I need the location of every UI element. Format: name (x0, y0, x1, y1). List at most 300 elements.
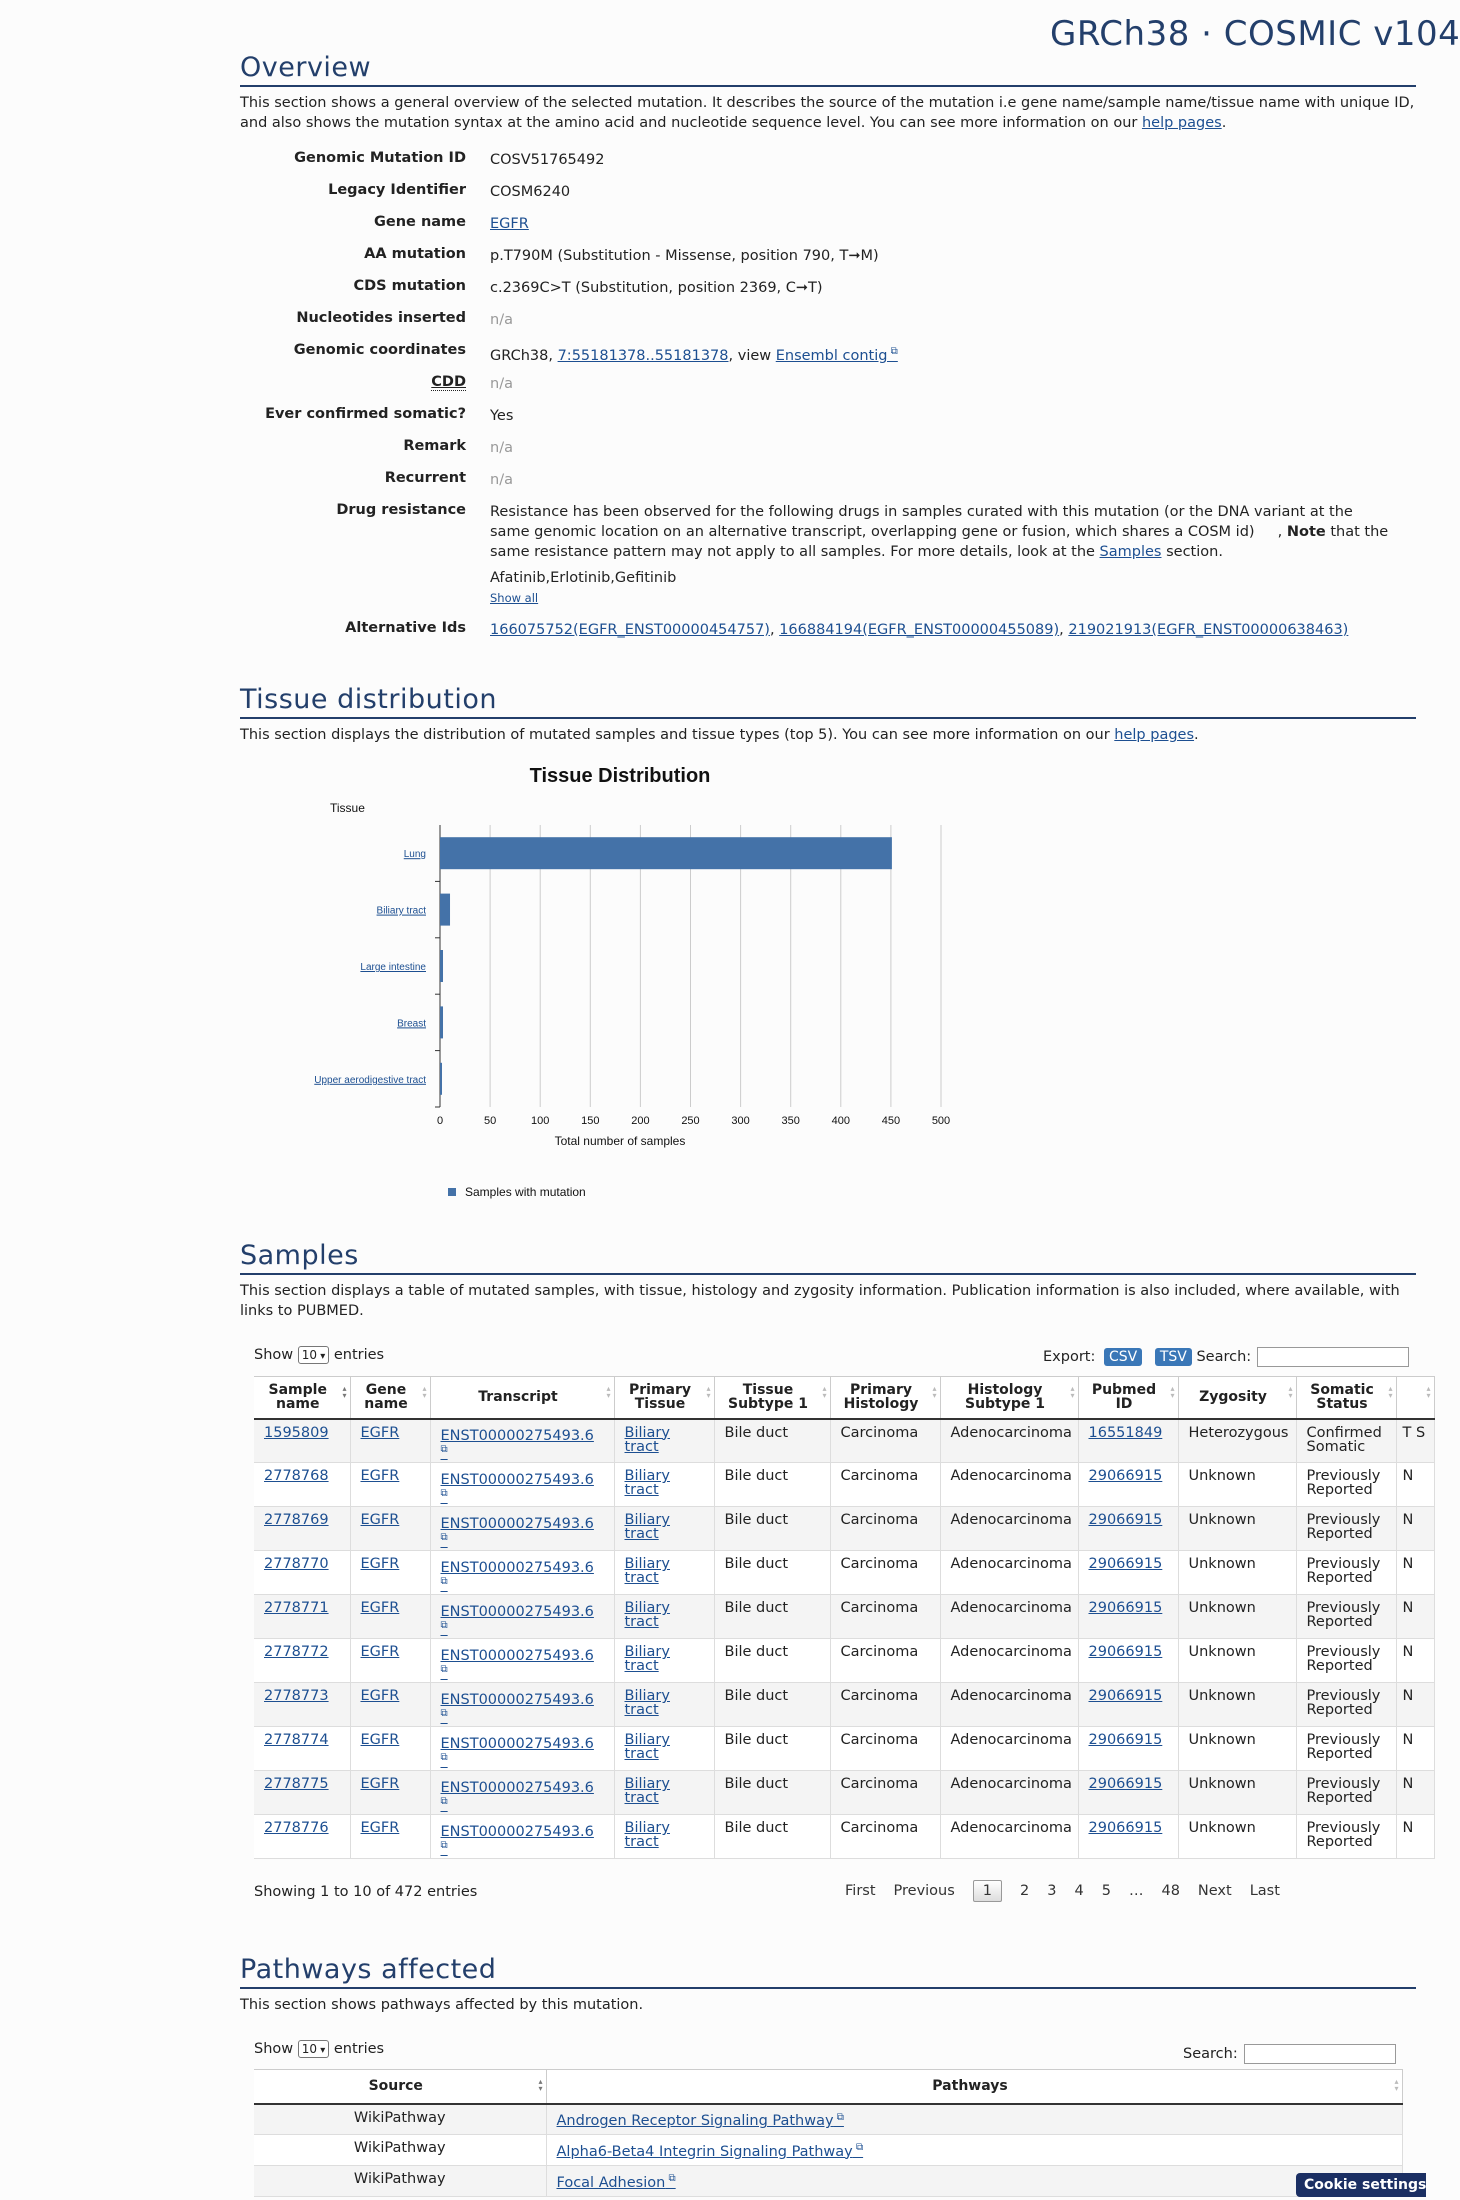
cell-sample-link (254, 1639, 350, 1683)
cell-overflow-cell: N (1396, 1551, 1434, 1595)
column-header-source[interactable]: Source ▴ ▾ (254, 2070, 546, 2104)
y-category-label[interactable]: Lung (403, 849, 426, 861)
value-nucleotides-inserted: n/a (490, 312, 513, 328)
value-cds-mutation: c.2369C>T (Substitution, position 2369, C➞T) (490, 280, 823, 296)
y-category-label[interactable]: Breast (397, 1018, 426, 1030)
tissue-link[interactable]: Biliary tract (624, 1688, 670, 1718)
y-category-label[interactable]: Upper aerodigestive tract (314, 1074, 426, 1086)
samples-export-control (1043, 1347, 1409, 1367)
column-header[interactable]: Histology Subtype 1 ▴ ▾ (940, 1377, 1078, 1419)
drug-resistance-text: Resistance has been observed for the following drugs in samples curated with this mutation (or the DNA variant at the same genomic location on an alternative transcript, overlapping gene or fusion, which shares a COSM id) (490, 504, 1353, 540)
overview-heading: Overview (240, 52, 1416, 87)
cell-tissue-link (614, 1771, 714, 1815)
table-row (254, 1727, 1434, 1771)
cell-pubmed-link (1078, 1639, 1178, 1683)
cell-overflow-cell: N (1396, 1639, 1434, 1683)
cell-tissue-subtype: Bile duct (714, 1727, 830, 1771)
pathways-length-control (254, 2040, 384, 2058)
cell-zygosity: Unknown (1178, 1683, 1296, 1727)
bar[interactable] (440, 950, 443, 982)
table-row (254, 1419, 1434, 1463)
samples-length-control (254, 1346, 384, 1364)
chart-y-axis-label: Tissue (330, 801, 365, 815)
pathway-link[interactable]: Androgen Receptor Signaling Pathway ⧉ (557, 2113, 844, 2129)
cell-zygosity: Unknown (1178, 1463, 1296, 1507)
x-tick-label: 150 (581, 1115, 600, 1127)
x-tick-label: 200 (631, 1115, 650, 1127)
sample-link[interactable]: 2778771 (264, 1600, 329, 1616)
label-ever-confirmed-somatic: Ever confirmed somatic? (265, 406, 466, 422)
bar[interactable] (440, 1006, 443, 1038)
cell-pubmed-link (1078, 1419, 1178, 1463)
cell-primary-histology: Carcinoma (830, 1727, 940, 1771)
gene-link[interactable]: EGFR (360, 1776, 400, 1792)
pubmed-link[interactable]: 29066915 (1088, 1688, 1163, 1704)
column-header-overflow[interactable] (1396, 1377, 1434, 1419)
label-drug-resistance: Drug resistance (336, 502, 466, 518)
transcript-link[interactable]: ENST00000275493.6 ⧉ (441, 1824, 594, 1858)
tissue-link[interactable]: Biliary tract (624, 1732, 670, 1762)
pathways-search-input[interactable] (1244, 2044, 1396, 2064)
cell-transcript-link (430, 1727, 614, 1771)
cell-pubmed-link (1078, 1815, 1178, 1859)
cell-overflow-cell: N (1396, 1771, 1434, 1815)
search-label: Search: (1196, 1349, 1252, 1365)
cell-sample-link (254, 1727, 350, 1771)
ensembl-contig-link[interactable]: Ensembl contig ⧉ (776, 348, 898, 364)
pagination-previous-button[interactable]: Previous (893, 1883, 955, 1899)
cell-primary-histology: Carcinoma (830, 1815, 940, 1859)
pathways-description: This section shows pathways affected by this mutation. (240, 1997, 644, 2013)
cell-gene-link (350, 1771, 430, 1815)
label-aa-mutation: AA mutation (364, 246, 466, 262)
pathways-search-control (1183, 2044, 1396, 2064)
help-pages-link[interactable]: help pages (1141, 115, 1222, 131)
cell-pubmed-link (1078, 1771, 1178, 1815)
label-cds-mutation: CDS mutation (353, 278, 466, 294)
column-header[interactable]: Pubmed ID ▴ ▾ (1078, 1377, 1178, 1419)
cell-primary-histology: Carcinoma (830, 1463, 940, 1507)
label-gene-name: Gene name (374, 214, 466, 230)
cell-histology-subtype: Adenocarcinoma (940, 1463, 1078, 1507)
cell-tissue-link (614, 1551, 714, 1595)
cell-tissue-link (614, 1683, 714, 1727)
sample-link[interactable]: 2778775 (264, 1776, 329, 1792)
pubmed-link[interactable]: 29066915 (1088, 1556, 1163, 1572)
label-cdd: CDD (431, 374, 466, 390)
table-row (254, 2104, 1402, 2135)
cell-zygosity: Unknown (1178, 1551, 1296, 1595)
column-header[interactable]: Transcript ▴ ▾ (430, 1377, 614, 1419)
cell-tissue-link (614, 1507, 714, 1551)
x-tick-label: 300 (731, 1115, 750, 1127)
pathway-link[interactable]: Focal Adhesion ⧉ (557, 2175, 676, 2191)
pubmed-link[interactable]: 16551849 (1088, 1424, 1163, 1441)
tissue-link[interactable]: Biliary tract (624, 1512, 670, 1542)
table-row (254, 1551, 1434, 1595)
cell-sample-link (254, 1507, 350, 1551)
x-tick-label: 50 (483, 1115, 497, 1127)
tissue-section (240, 684, 1416, 745)
cell-transcript-link (430, 1815, 614, 1859)
y-category-label[interactable]: Large intestine (360, 962, 426, 973)
pagination-next-button[interactable]: Next (1197, 1883, 1232, 1899)
cell-transcript-link (430, 1683, 614, 1727)
column-header[interactable]: Zygosity ▴ ▾ (1178, 1377, 1296, 1419)
pagination-page-button[interactable]: … (1128, 1883, 1144, 1899)
pubmed-link[interactable]: 29066915 (1088, 1512, 1163, 1528)
entries-label: entries (333, 1347, 385, 1363)
cell-overflow-cell: N (1396, 1683, 1434, 1727)
column-header[interactable]: Somatic Status ▴ ▾ (1296, 1377, 1396, 1419)
cell-histology-subtype: Adenocarcinoma (940, 1727, 1078, 1771)
tissue-desc-end: . (1194, 727, 1199, 743)
x-tick-label: 500 (931, 1115, 951, 1127)
export-csv-button[interactable]: CSV (1104, 1348, 1142, 1366)
export-tsv-button[interactable]: TSV (1155, 1348, 1192, 1366)
cell-overflow-cell: N (1396, 1815, 1434, 1859)
cell-gene-link (350, 1551, 430, 1595)
cell-primary-histology: Carcinoma (830, 1683, 940, 1727)
cell-somatic-status: Previously Reported (1296, 1595, 1396, 1639)
gene-link[interactable]: EGFR (360, 1468, 400, 1484)
table-row (254, 1815, 1434, 1859)
cell-tissue-subtype: Bile duct (714, 1595, 830, 1639)
cookie-settings-button[interactable]: Cookie settings (1296, 2173, 1426, 2197)
cell-transcript-link (430, 1551, 614, 1595)
pagination-page-button[interactable]: 3 (1047, 1883, 1057, 1899)
gene-link[interactable]: EGFR (360, 1556, 400, 1572)
cell-gene-link (350, 1419, 430, 1463)
x-tick-label: 250 (681, 1115, 700, 1127)
sample-link[interactable]: 2778770 (264, 1556, 329, 1572)
table-row (254, 2166, 1402, 2197)
overview-desc-text: This section shows a general overview of the selected mutation. It describes the source of the mutation i.e gene name/sample name/tissue name with unique ID, and also shows the mutation syntax at the amino acid and nucleotide sequence level. You can see more information on our (240, 95, 1415, 131)
cell-transcript-link (430, 1639, 614, 1683)
cell-tissue-subtype: Bile duct (714, 1639, 830, 1683)
cell-histology-subtype: Adenocarcinoma (940, 1419, 1078, 1463)
x-tick-label: 400 (831, 1115, 850, 1127)
value-remark: n/a (490, 440, 513, 456)
cell-pubmed-link (1078, 1727, 1178, 1771)
tissue-distribution-chart (290, 755, 1030, 1215)
pubmed-link[interactable]: 29066915 (1088, 1820, 1163, 1836)
transcript-link[interactable]: ENST00000275493.6 ⧉ (441, 1780, 594, 1814)
column-header[interactable]: Primary Histology ▴ ▾ (830, 1377, 940, 1419)
overview-description (240, 93, 1416, 133)
gene-link[interactable]: EGFR (360, 1688, 400, 1704)
cell-gene-link (350, 1463, 430, 1507)
cell-tissue-link (614, 1419, 714, 1463)
sample-link[interactable]: 1595809 (264, 1424, 329, 1441)
cell-somatic-status: Previously Reported (1296, 1639, 1396, 1683)
tissue-description (240, 725, 1416, 745)
cell-primary-histology: Carcinoma (830, 1595, 940, 1639)
alternative-id-link[interactable]: 166884194(EGFR_ENST00000455089) (779, 622, 1060, 638)
column-header[interactable]: Gene name ▴ ▾ (350, 1377, 430, 1419)
sample-link[interactable]: 2778772 (264, 1644, 329, 1660)
label-legacy-identifier: Legacy Identifier (328, 182, 466, 198)
pathways-heading: Pathways affected (240, 1954, 1416, 1989)
samples-page-size-select[interactable]: 10 ▾ (298, 1346, 329, 1364)
samples-section (240, 1240, 1416, 1321)
cell-gene-link (350, 1507, 430, 1551)
transcript-link[interactable]: ENST00000275493.6 ⧉ (441, 1604, 594, 1638)
pagination-page-button[interactable]: 2 (1020, 1883, 1030, 1899)
cell-gene-link (350, 1727, 430, 1771)
x-tick-label: 0 (436, 1115, 444, 1127)
cell-zygosity: Unknown (1178, 1639, 1296, 1683)
drug-list: Afatinib,Erlotinib,Gefitinib (490, 570, 677, 586)
cell-pubmed-link (1078, 1507, 1178, 1551)
column-header-pathways[interactable]: Pathways ▴ ▾ (546, 2070, 1402, 2104)
transcript-link[interactable]: ENST00000275493.6 ⧉ (441, 1516, 594, 1550)
cell-zygosity: Unknown (1178, 1815, 1296, 1859)
cell-overflow-cell: N (1396, 1463, 1434, 1507)
pathway-link[interactable]: Alpha6-Beta4 Integrin Signaling Pathway ⧉ (557, 2144, 864, 2160)
pubmed-link[interactable]: 29066915 (1088, 1600, 1163, 1616)
table-row (254, 1639, 1434, 1683)
cell-histology-subtype: Adenocarcinoma (940, 1815, 1078, 1859)
y-category-label[interactable]: Biliary tract (376, 905, 426, 917)
pathways-section (240, 1954, 1416, 2015)
value-cdd: n/a (490, 376, 513, 392)
gene-link[interactable]: EGFR (360, 1424, 400, 1441)
sample-link[interactable]: 2778768 (264, 1468, 329, 1484)
show-label: Show (254, 2041, 294, 2057)
pubmed-link[interactable]: 29066915 (1088, 1732, 1163, 1748)
pathway-source: WikiPathway (254, 2135, 546, 2166)
pagination-page-button[interactable]: 48 (1161, 1883, 1180, 1899)
gene-link[interactable]: EGFR (360, 1600, 400, 1616)
samples-heading: Samples (240, 1240, 1416, 1275)
samples-description: This section displays a table of mutated samples, with tissue, histology and zygosity information. Publication information is also included, where available, with links to PUBMED. (240, 1283, 1400, 1319)
cell-transcript-link (430, 1419, 614, 1463)
bar[interactable] (440, 1063, 442, 1095)
coordinates-mid: , view (728, 347, 776, 364)
sample-link[interactable]: 2778774 (264, 1732, 329, 1748)
cell-pubmed-link (1078, 1551, 1178, 1595)
gene-link[interactable]: EGFR (360, 1644, 400, 1660)
cell-overflow-cell: N (1396, 1595, 1434, 1639)
sample-link[interactable]: 2778769 (264, 1512, 329, 1528)
tissue-link[interactable]: Biliary tract (624, 1468, 670, 1498)
label-alternative-ids: Alternative Ids (345, 620, 466, 636)
overview-desc-end: . (1221, 115, 1227, 131)
cell-gene-link (350, 1683, 430, 1727)
table-row (254, 1507, 1434, 1551)
cell-overflow-cell: N (1396, 1507, 1434, 1551)
cell-zygosity: Unknown (1178, 1507, 1296, 1551)
pagination-page-button[interactable]: 4 (1074, 1883, 1084, 1899)
transcript-link[interactable]: ENST00000275493.6 ⧉ (441, 1428, 594, 1462)
cell-primary-histology: Carcinoma (830, 1551, 940, 1595)
cell-tissue-subtype: Bile duct (714, 1551, 830, 1595)
samples-search-input[interactable] (1257, 1347, 1409, 1367)
entries-label: entries (333, 2041, 385, 2057)
cell-histology-subtype: Adenocarcinoma (940, 1551, 1078, 1595)
cell-gene-link (350, 1595, 430, 1639)
alternative-id-link[interactable]: 219021913(EGFR_ENST00000638463) (1068, 622, 1349, 638)
pathways-page-size-select[interactable]: 10 ▾ (298, 2040, 329, 2058)
alternative-id-link[interactable]: 166075752(EGFR_ENST00000454757) (490, 622, 770, 638)
cell-somatic-status: Previously Reported (1296, 1815, 1396, 1859)
legend-swatch (448, 1188, 456, 1196)
table-row (254, 1595, 1434, 1639)
tissue-heading: Tissue distribution (240, 684, 1416, 719)
cell-tissue-link (614, 1595, 714, 1639)
cell-sample-link (254, 1463, 350, 1507)
search-label: Search: (1183, 2046, 1238, 2062)
cell-overflow-cell: N (1396, 1727, 1434, 1771)
overview-section: Overview This section shows a general overview of the selected mutation. It describes the source of the mutation i.e gene name/sample name/tissue name with unique ID, and also shows the mutation syntax at the amino acid and nucleotide sequence level. You can see more information on our help pages. Genomic Mutation ID COSV51765492 Legacy Identifier COSM6240 Gene name EGFR AA mutation p.T790M (Substitution - Missense, position 790, T➞M) CDS mutation c.2369C>T (Substitution, position 2369, C➞T) Nucleotides inserted n/a Genomic coordinates GRCh38, 7:55181378..55181378, view Ensembl contig ⧉ CDD n/a Ever confirmed somatic? Yes Remark n/a Recurrent n/a Drug resistance Resistance has been observed for the following drugs in samples curated with this mutation (or the DNA variant at the same genomic location on an alternative transcript, overlapping gene or fusion, which shares a COSM id) , Note that the same resistance pattern may not apply to all samples. For more details, look at the Samples section. Afatinib,Erlotinib,Gefitinib Show all Alternative Ids 166075752(EGFR_ENST00000454757), 166884194(EGFR_ENST00000455089), 219021913(EGFR_ENST00000638463) (240, 52, 1416, 133)
cell-primary-histology: Carcinoma (830, 1771, 940, 1815)
cell-zygosity: Unknown (1178, 1771, 1296, 1815)
transcript-link[interactable]: ENST00000275493.6 ⧉ (441, 1648, 594, 1682)
sample-link[interactable]: 2778773 (264, 1688, 329, 1704)
cell-histology-subtype: Adenocarcinoma (940, 1507, 1078, 1551)
label-recurrent: Recurrent (384, 470, 466, 486)
drug-resistance-text3: section. (1161, 544, 1223, 560)
cell-tissue-subtype: Bile duct (714, 1419, 830, 1463)
pagination-last-button[interactable]: Last (1249, 1883, 1280, 1899)
cell-tissue-subtype: Bile duct (714, 1771, 830, 1815)
pagination-page-button[interactable]: 1 (973, 1880, 1002, 1902)
samples-table (254, 1376, 1435, 1859)
column-header[interactable]: Sample name ▴ ▾ (254, 1377, 350, 1419)
cell-somatic-status: Previously Reported (1296, 1507, 1396, 1551)
label-remark: Remark (403, 438, 466, 454)
cell-gene-link (350, 1639, 430, 1683)
samples-info: Showing 1 to 10 of 472 entries (254, 1884, 478, 1900)
bar[interactable] (440, 894, 450, 926)
label-genomic-mutation-id: Genomic Mutation ID (294, 150, 466, 166)
cell-tissue-subtype: Bile duct (714, 1463, 830, 1507)
cell-transcript-link (430, 1507, 614, 1551)
drug-resistance-note: Note (1286, 524, 1326, 540)
table-row (254, 1683, 1434, 1727)
table-row (254, 2135, 1402, 2166)
bar[interactable] (440, 837, 892, 869)
cell-tissue-subtype: Bile duct (714, 1815, 830, 1859)
cell-somatic-status: Previously Reported (1296, 1463, 1396, 1507)
value-genomic-mutation-id: COSV51765492 (490, 152, 605, 168)
tissue-desc-text: This section displays the distribution of mutated samples and tissue types (top 5). You can see more information on our (240, 727, 1115, 743)
cell-tissue-link (614, 1639, 714, 1683)
cell-somatic-status: Previously Reported (1296, 1727, 1396, 1771)
cell-pubmed-link (1078, 1595, 1178, 1639)
cell-transcript-link (430, 1771, 614, 1815)
cell-zygosity: Heterozygous (1178, 1419, 1296, 1463)
gene-link[interactable]: EGFR (360, 1820, 400, 1836)
tissue-link[interactable]: Biliary tract (624, 1556, 670, 1586)
coordinates-prefix: GRCh38, (490, 347, 558, 364)
drug-resistance-text2: that the same resistance pattern may not apply to all samples. For more details, look at the (490, 524, 1389, 560)
label-nucleotides-inserted: Nucleotides inserted (296, 310, 466, 326)
cell-somatic-status: Confirmed Somatic (1296, 1419, 1396, 1463)
cell-sample-link (254, 1683, 350, 1727)
show-all-drugs-link[interactable]: Show all (490, 591, 539, 605)
pathway-source: WikiPathway (254, 2104, 546, 2135)
value-recurrent: n/a (490, 472, 513, 488)
cell-somatic-status: Previously Reported (1296, 1771, 1396, 1815)
label-genomic-coordinates: Genomic coordinates (293, 342, 466, 358)
chart-x-axis-label: Total number of samples (554, 1134, 686, 1148)
cell-zygosity: Unknown (1178, 1727, 1296, 1771)
cell-primary-histology: Carcinoma (830, 1419, 940, 1463)
tissue-link[interactable]: Biliary tract (624, 1644, 670, 1674)
pagination-page-button[interactable]: 5 (1101, 1883, 1111, 1899)
column-header[interactable]: Primary Tissue ▴ ▾ (614, 1377, 714, 1419)
cell-tissue-subtype: Bile duct (714, 1507, 830, 1551)
cell-transcript-link (430, 1595, 614, 1639)
pubmed-link[interactable]: 29066915 (1088, 1644, 1163, 1660)
column-header[interactable]: Tissue Subtype 1 ▴ ▾ (714, 1377, 830, 1419)
value-legacy-identifier: COSM6240 (490, 184, 571, 200)
pathways-table (254, 2069, 1403, 2197)
cell-sample-link (254, 1815, 350, 1859)
cell-histology-subtype: Adenocarcinoma (940, 1595, 1078, 1639)
table-row (254, 1771, 1434, 1815)
samples-section-link[interactable]: Samples (1099, 544, 1162, 560)
pubmed-link[interactable]: 29066915 (1088, 1468, 1163, 1484)
gene-link[interactable]: EGFR (360, 1512, 400, 1528)
cell-transcript-link (430, 1463, 614, 1507)
tissue-link[interactable]: Biliary tract (624, 1820, 670, 1850)
value-aa-mutation: p.T790M (Substitution - Missense, position 790, T➞M) (490, 248, 879, 264)
cell-sample-link (254, 1771, 350, 1815)
cell-pubmed-link (1078, 1683, 1178, 1727)
transcript-link[interactable]: ENST00000275493.6 ⧉ (441, 1560, 594, 1594)
sample-link[interactable]: 2778776 (264, 1820, 329, 1836)
tissue-link[interactable]: Biliary tract (624, 1600, 670, 1630)
cell-somatic-status: Previously Reported (1296, 1683, 1396, 1727)
page-title: GRCh38 · COSMIC v104 (1050, 14, 1460, 54)
coordinates-link[interactable]: 7:55181378..55181378 (557, 347, 729, 364)
transcript-link[interactable]: ENST00000275493.6 ⧉ (441, 1736, 594, 1770)
cell-pubmed-link (1078, 1463, 1178, 1507)
tissue-link[interactable]: Biliary tract (624, 1776, 670, 1806)
table-row (254, 1463, 1434, 1507)
cell-primary-histology: Carcinoma (830, 1507, 940, 1551)
tissue-help-link[interactable]: help pages (1114, 727, 1195, 743)
x-tick-label: 450 (881, 1115, 901, 1127)
samples-pagination (836, 1880, 1289, 1902)
value-ever-confirmed-somatic: Yes (490, 408, 514, 424)
x-tick-label: 100 (531, 1115, 550, 1127)
pagination-first-button[interactable]: First (845, 1883, 876, 1899)
pubmed-link[interactable]: 29066915 (1088, 1776, 1163, 1792)
transcript-link[interactable]: ENST00000275493.6 ⧉ (441, 1472, 594, 1506)
gene-link[interactable]: EGFR (360, 1732, 400, 1748)
legend-label[interactable]: Samples with mutation (465, 1185, 586, 1199)
cell-primary-histology: Carcinoma (830, 1639, 940, 1683)
pathway-source: WikiPathway (254, 2166, 546, 2197)
gene-name-link[interactable]: EGFR (490, 216, 529, 232)
cell-sample-link (254, 1419, 350, 1463)
cell-tissue-link (614, 1727, 714, 1771)
cell-tissue-link (614, 1815, 714, 1859)
cell-somatic-status: Previously Reported (1296, 1551, 1396, 1595)
cell-gene-link (350, 1815, 430, 1859)
cell-tissue-subtype: Bile duct (714, 1683, 830, 1727)
cell-sample-link (254, 1595, 350, 1639)
tissue-link[interactable]: Biliary tract (624, 1424, 670, 1455)
cell-histology-subtype: Adenocarcinoma (940, 1683, 1078, 1727)
cell-histology-subtype: Adenocarcinoma (940, 1639, 1078, 1683)
transcript-link[interactable]: ENST00000275493.6 ⧉ (441, 1692, 594, 1726)
chart-title: Tissue Distribution (529, 765, 711, 787)
